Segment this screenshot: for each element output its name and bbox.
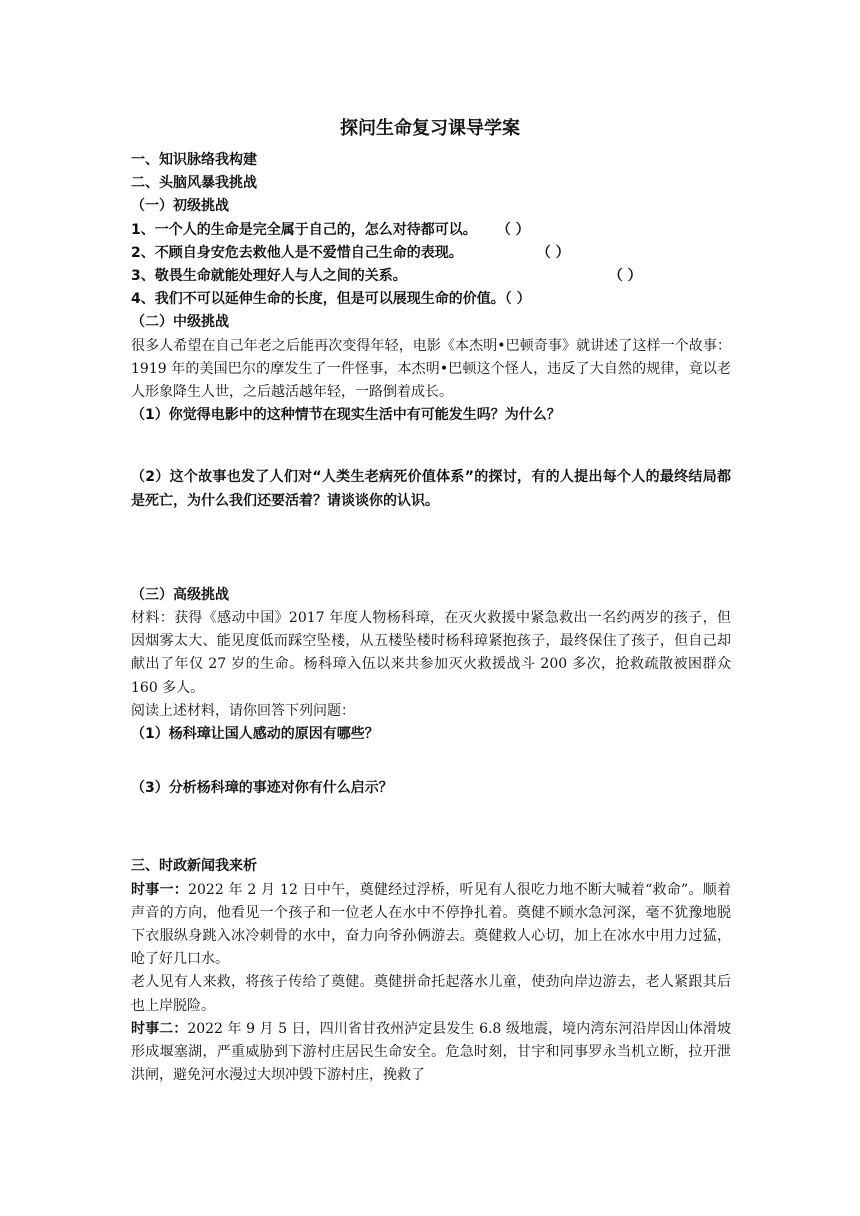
item-text: 3、敬畏生命就能处理好人与人之间的关系。 [131,268,407,285]
section3-heading: 三、时政新闻我来析 [131,858,257,875]
true-false-item [131,219,731,242]
answer-space [131,427,731,466]
answer-blank: （ ） [608,268,642,285]
true-false-item [131,265,731,288]
answer-space [131,746,731,777]
section2-heading: 二、头脑风暴我挑战 [131,175,257,192]
intermediate-challenge-heading: （二）中级挑战 [131,314,229,331]
question-2: （2）这个故事也发了人们对“人类生老病死价值体系”的探讨，有的人提出每个人的最终结局都是死亡，为什么我们还要活着？请谈谈你的认识。 [131,469,731,509]
news-text: 2022 年 9 月 5 日，四川省甘孜州泸定县发生 6.8 级地震，境内湾东河沿岸因山体滑坡形成堰塞湖，严重威胁到下游村庄居民生命安全。危急时刻，甘宇和同事罗永当机立断，拉开泄洪闸，避免河水漫过大坝冲毁下游村庄，挽救了 [131,1020,732,1084]
basic-challenge-heading: （一）初级挑战 [131,198,229,215]
question-1: （1）杨科璋让国人感动的原因有哪些？ [131,726,379,743]
answer-space [131,800,731,855]
answer-blank: （ ） [536,244,570,261]
item-text: 1、一个人的生命是完全属于自己的，怎么对待都可以。 [131,221,477,238]
answer-blank: （ ） [504,291,531,308]
advanced-challenge-heading: （三）高级挑战 [131,586,229,603]
news-label: 时事一： [131,881,189,898]
material-passage: 材料：获得《感动中国》2017 年度人物杨科璋，在灭火救援中紧急救出一名约两岁的孩子，但因烟雾太大、能见度低而踩空坠楼，从五楼坠楼时杨科璋紧抱孩子，最终保住了孩子，但自己却献出了年仅 27 岁的生命。杨科璋入伍以来共参加灭火救援战斗 200 多次，抢救疏散被困群众 160 多人。 [131,610,731,696]
reading-prompt: 阅读上述材料，请你回答下列问题： [131,702,355,719]
news-text: 2022 年 2 月 12 日中午，奠健经过浮桥，听见有人很吃力地不断大喊着“救命”。顺着声音的方向，他看见一个孩子和一位老人在水中不停挣扎着。奠健不顾水急河深，毫不犹豫地脱下衣服纵身跳入冰冷刺骨的水中，奋力向爷孙俩游去。奠健救人心切，加上在冰水中用力过猛，呛了好几口水。 [131,881,732,968]
answer-blank: （ ） [496,221,530,238]
news-label: 时事二： [131,1020,188,1037]
true-false-item [131,288,731,311]
news-item-2 [131,1018,731,1088]
question-1: （1）你觉得电影中的这种情节在现实生活中有可能发生吗？为什么？ [131,407,561,424]
document-body [131,149,731,1088]
news-item-1 [131,879,731,972]
answer-space [131,513,731,584]
section1-heading: 一、知识脉络我构建 [131,152,257,168]
item-text: 2、不顾自身安危去救他人是不爱惜自己生命的表现。 [131,244,463,261]
story-passage: 很多人希望在自己年老之后能再次变得年轻，电影《本杰明•巴顿奇事》就讲述了这样一个故事：1919 年的美国巴尔的摩发生了一件怪事，本杰明•巴顿这个怪人，违反了大自然的规律，竟以老人形象降生人世，之后越活越年轻，一路倒着成长。 [131,337,731,401]
news-item-1-continued: 老人见有人来救，将孩子传给了奠健。奠健拼命托起落水儿童，使劲向岸边游去，老人紧跟其后也上岸脱险。 [131,974,731,1014]
question-3: （3）分析杨科璋的事迹对你有什么启示？ [131,780,393,797]
true-false-item [131,242,731,265]
item-text: 4、我们不可以延伸生命的长度，但是可以展现生命的价值。 [131,291,505,308]
document-title: 探问生命复习课导学案 [340,118,520,139]
